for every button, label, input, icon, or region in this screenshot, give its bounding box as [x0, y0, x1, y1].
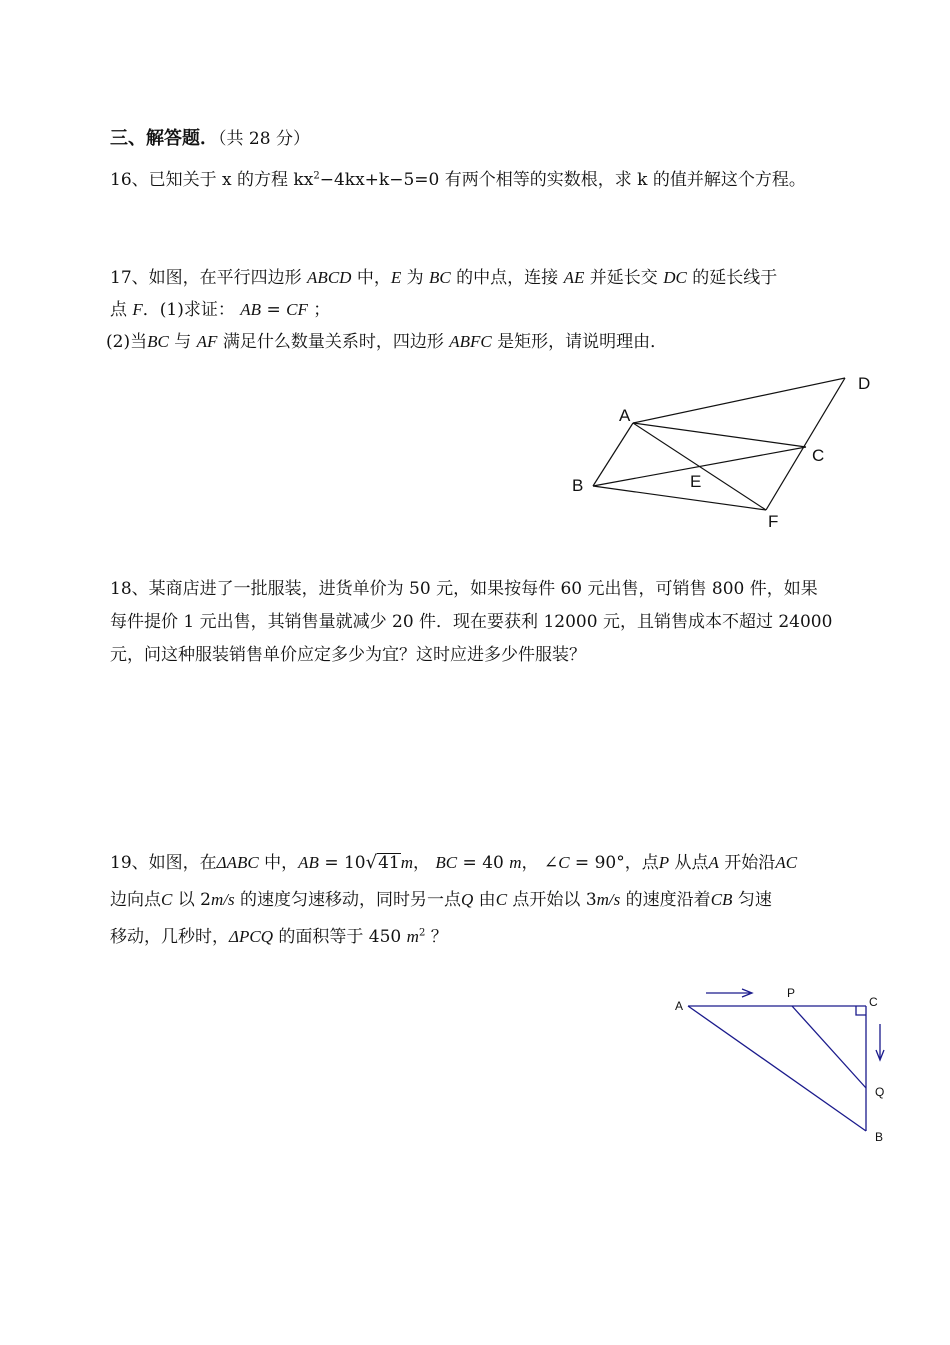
- question-16: [110, 169, 806, 191]
- q17-ab: AB: [240, 300, 262, 319]
- q16-exponent: 2: [313, 170, 320, 182]
- q19-c-a: 移动，几秒时，: [110, 927, 229, 947]
- sqrt-symbol: √: [365, 852, 378, 873]
- q17-t1: 17、如图，在平行四边形: [110, 268, 302, 288]
- q17-l3a: (2)当: [106, 332, 148, 352]
- q19-c3: C: [495, 890, 508, 909]
- segment-pq: [792, 1006, 866, 1088]
- label-a: A: [675, 999, 684, 1013]
- label-e: E: [690, 472, 702, 491]
- q19-cb: CB: [710, 890, 733, 909]
- segment-ad: [633, 378, 845, 423]
- q17-e: E: [390, 268, 402, 287]
- q19-a9: 开始沿: [718, 853, 776, 873]
- q17-t3: 为: [401, 268, 424, 288]
- q19-b1: 边向点: [110, 890, 161, 910]
- segment-bc: [593, 447, 806, 486]
- q19-a3: = 10: [318, 853, 366, 873]
- q19-tri-pcq: ΔPCQ: [229, 927, 273, 946]
- q19-point-a: A: [708, 853, 719, 872]
- q19-a6: ， ∠: [521, 853, 559, 873]
- q19-speed-2: m/s: [596, 890, 621, 909]
- q17-eq: =: [261, 300, 287, 320]
- segment-ac: [633, 423, 806, 447]
- label-c: C: [869, 995, 878, 1009]
- q16-suffix: −4kx+k−5=0 有两个相等的实数根，求 k 的值并解这个方程。: [319, 170, 806, 190]
- q17-l3c: 满足什么数量关系时，四边形: [217, 332, 444, 352]
- q19-q: Q: [461, 890, 474, 909]
- label-c: C: [812, 446, 825, 465]
- question-19-line-2: [110, 889, 772, 911]
- q19-b4: 由: [473, 890, 496, 910]
- q17-l2b: ．(1)求证：: [142, 300, 235, 320]
- q19-b6: 的速度沿着: [620, 890, 711, 910]
- q17-t4: 的中点，连接: [450, 268, 559, 288]
- section-points: （共 28 分）: [218, 129, 310, 149]
- q19-b5: 点开始以 3: [507, 890, 597, 910]
- q17-bc: BC: [429, 268, 451, 287]
- q19-c-c: ？: [425, 927, 448, 947]
- q19-c2: C: [161, 890, 173, 909]
- label-b: B: [875, 1130, 884, 1144]
- q19-unit-m3: m: [406, 927, 419, 946]
- arrow-right-head: [742, 989, 752, 997]
- q19-bc: BC: [435, 853, 458, 872]
- segment-ab: [593, 423, 633, 486]
- q19-a8: 从点: [669, 853, 709, 873]
- segment-af: [633, 423, 766, 510]
- q19-b3: 的速度匀速移动，同时另一点: [234, 890, 461, 910]
- q17-abcd: ABCD: [307, 268, 352, 287]
- q17-cf: CF: [286, 300, 308, 319]
- arrow-down-head: [876, 1050, 884, 1060]
- q19-c-b: 的面积等于 450: [272, 927, 407, 947]
- q17-bc2: BC: [147, 332, 169, 351]
- q17-l2c: ；: [307, 300, 331, 320]
- label-q: Q: [875, 1085, 885, 1099]
- question-19-line-3: [110, 926, 448, 948]
- q17-f: F: [132, 300, 143, 319]
- question-19-line-1: [110, 852, 797, 874]
- q17-t6: 的延长线于: [686, 268, 778, 288]
- q19-a5: = 40: [457, 853, 510, 873]
- question-17-line-3: [106, 331, 667, 353]
- label-a: A: [619, 406, 631, 425]
- q17-l3d: 是矩形，请说明理由．: [491, 332, 668, 352]
- q17-l3b: 与: [168, 332, 192, 352]
- q19-radicand: 41: [378, 853, 400, 873]
- section-title: 三、解答题．: [110, 128, 218, 149]
- q19-ab: AB: [298, 853, 319, 872]
- label-b: B: [572, 476, 584, 495]
- q19-a2: 中，: [258, 853, 299, 873]
- q19-square: 2: [418, 927, 426, 939]
- question-18-line-3: 元，问这种服装销售单价应定多少为宜？这时应进多少件服装？: [110, 645, 586, 665]
- q19-unit-m1: m: [400, 853, 414, 872]
- q17-af: AF: [196, 332, 218, 351]
- question-18-line-2: 每件提价 1 元出售，其销售量就减少 20 件．现在要获利 12000 元，且销售成本不超过 24000: [110, 612, 833, 632]
- q16-prefix: 16、已知关于 x 的方程 kx: [110, 170, 314, 190]
- segment-ab: [688, 1006, 866, 1131]
- label-p: P: [787, 986, 796, 1000]
- q17-t5: 并延长交: [584, 268, 658, 288]
- right-angle-mark: [856, 1006, 866, 1015]
- q19-a1: 19、如图，在: [110, 853, 217, 873]
- label-d: D: [858, 374, 871, 393]
- q17-t2: 中，: [351, 268, 391, 288]
- q17-dc: DC: [663, 268, 687, 287]
- q19-c1: C: [558, 853, 570, 872]
- segment-df: [766, 378, 845, 510]
- question-18-line-1: 18、某商店进了一批服装，进货单价为 50 元，如果按每件 60 元出售，可销售 800 件，如果: [110, 579, 818, 599]
- q19-speed-1: m/s: [210, 890, 235, 909]
- label-f: F: [768, 512, 779, 531]
- section-heading: [110, 128, 310, 150]
- segment-bf: [593, 486, 766, 510]
- q17-l2a: 点: [110, 300, 127, 320]
- q17-ae: AE: [563, 268, 585, 287]
- q19-a4: ，: [413, 853, 436, 873]
- q19-p: P: [658, 853, 670, 872]
- q19-b2: 以 2: [172, 890, 211, 910]
- question-17-line-2: [110, 299, 330, 321]
- q19-unit-m2: m: [509, 853, 522, 872]
- q19-tri-abc: ΔABC: [216, 853, 259, 872]
- q19-b7: 匀速: [732, 890, 772, 910]
- q17-abfc: ABFC: [449, 332, 492, 351]
- q19-ac: AC: [775, 853, 798, 872]
- question-17-line-1: [110, 267, 777, 289]
- q19-a7: = 90°，点: [569, 853, 659, 873]
